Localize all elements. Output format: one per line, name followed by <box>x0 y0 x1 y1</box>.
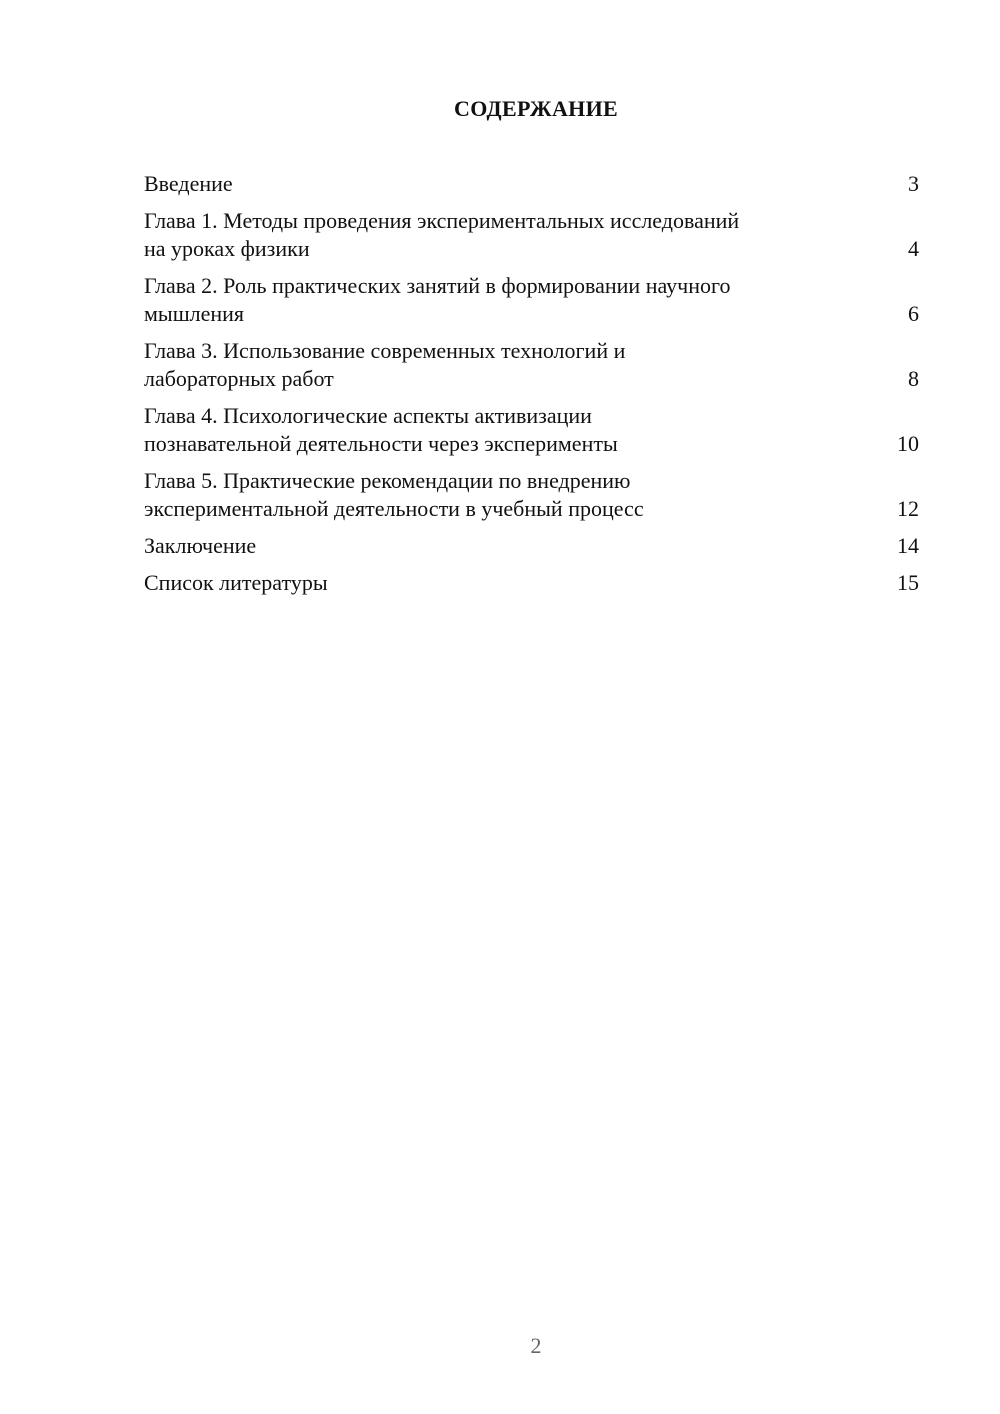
toc-entry-page: 14 <box>897 533 919 558</box>
toc-entry-text <box>144 337 834 393</box>
toc-entry-page: 4 <box>908 236 919 261</box>
toc-entry-text <box>144 569 834 597</box>
toc-entry-text <box>144 207 834 263</box>
toc-entry-page: 12 <box>897 496 919 521</box>
toc-entry-introduction[interactable] <box>144 170 919 198</box>
toc-entry-line: Глава 3. Использование современных технологий и <box>144 338 626 363</box>
page-title: СОДЕРЖАНИЕ <box>454 96 618 121</box>
toc-entry-line: мышления <box>144 301 245 326</box>
page-number: 2 <box>530 1333 542 1358</box>
toc-entry-chapter-1[interactable] <box>144 207 919 263</box>
toc-entry-chapter-4[interactable] <box>144 402 919 458</box>
toc-entry-line: Глава 2. Роль практических занятий в формировании научного <box>144 273 731 298</box>
toc-entry-line: экспериментальной деятельности в учебный процесс <box>144 496 644 521</box>
toc-entry-page: 15 <box>897 570 919 595</box>
toc-entry-line: Глава 1. Методы проведения экспериментальных исследований <box>144 208 740 233</box>
toc-entry-text <box>144 170 834 198</box>
toc-entry-page: 3 <box>908 171 919 196</box>
toc-entry-chapter-2[interactable] <box>144 272 919 328</box>
toc-entry-line: Глава 4. Психологические аспекты активизации <box>144 403 592 428</box>
toc-entry-line: на уроках физики <box>144 236 310 261</box>
toc-entry-page: 10 <box>897 431 919 456</box>
toc-entry-references[interactable] <box>144 569 919 597</box>
toc-entry-line: Введение <box>144 171 233 196</box>
toc-entry-line: Глава 5. Практические рекомендации по внедрению <box>144 468 631 493</box>
table-of-contents <box>144 170 919 606</box>
toc-entry-page: 8 <box>908 366 919 391</box>
toc-entry-chapter-3[interactable] <box>144 337 919 393</box>
toc-entry-line: лабораторных работ <box>144 366 334 391</box>
toc-entry-line: Заключение <box>144 533 257 558</box>
toc-entry-conclusion[interactable] <box>144 532 919 560</box>
toc-entry-chapter-5[interactable] <box>144 467 919 523</box>
toc-entry-text <box>144 467 834 523</box>
toc-entry-text <box>144 272 834 328</box>
toc-entry-line: Список литературы <box>144 570 328 595</box>
toc-entry-text <box>144 402 834 458</box>
toc-entry-text <box>144 532 834 560</box>
toc-entry-page: 6 <box>908 301 919 326</box>
toc-entry-line: познавательной деятельности через эксперименты <box>144 431 618 456</box>
